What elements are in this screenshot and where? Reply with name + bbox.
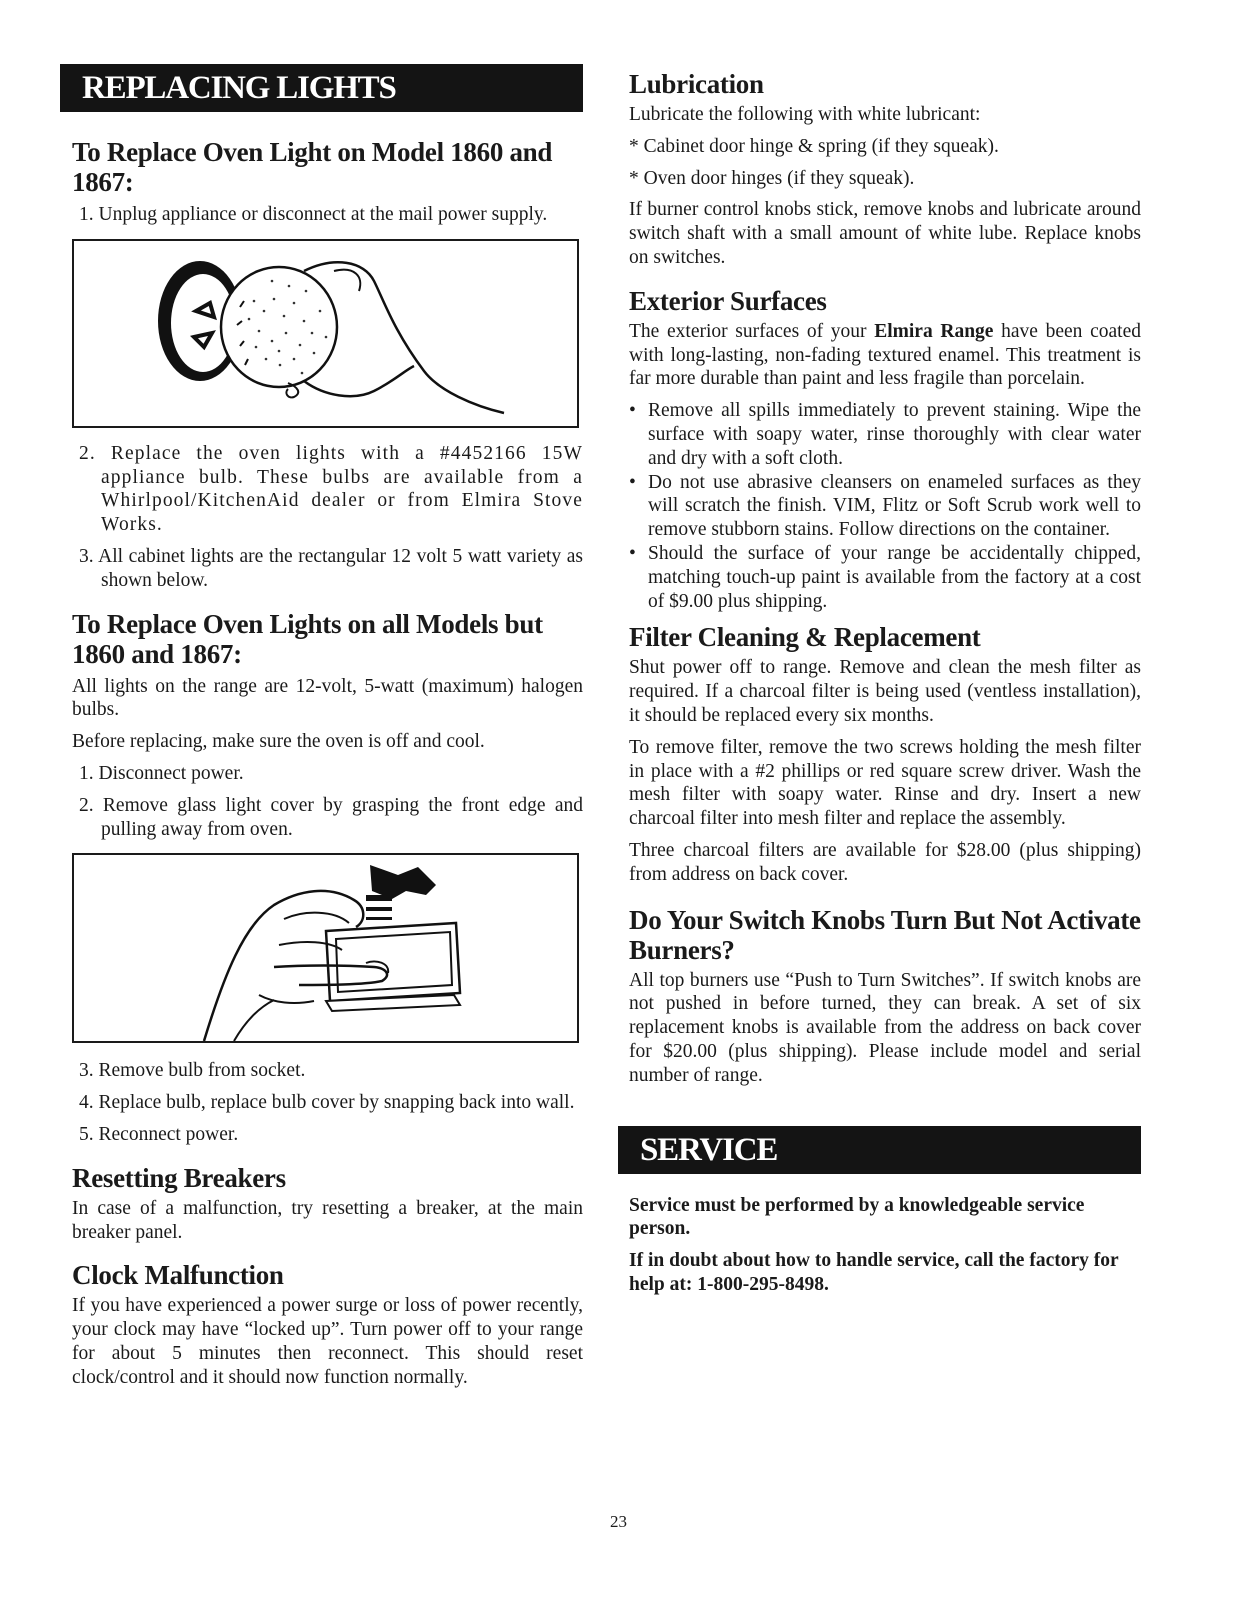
page-number: 23 <box>610 1512 627 1531</box>
list-item: 3. Remove bulb from socket. <box>79 1060 306 1082</box>
list-item: 5. Reconnect power. <box>79 1123 239 1145</box>
exterior-surfaces-intro <box>629 320 1141 391</box>
intro-text: The exterior surfaces of your <box>629 320 875 342</box>
lubrication-text: If burner control knobs stick, remove knobs and lubricate around switch shaft with a small amount of white lube. Replace knobs on switches. <box>629 199 1141 268</box>
bulb-socket-illustration <box>72 239 579 428</box>
lubrication-item: * Oven door hinges (if they squeak). <box>629 167 915 189</box>
filter-para: Shut power off to range. Remove and clean the mesh filter as required. If a charcoal filter is being used (ventless installation), it should be replaced every six months. <box>629 657 1141 726</box>
before-replacing-note: Before replacing, make sure the oven is off and cool. <box>72 731 485 753</box>
list-item: • Remove all spills immediately to prevent staining. Wipe the surface with soapy water, rinse thoroughly with clear water and dry with a soft cloth. <box>629 399 1141 470</box>
clock-malfunction-heading: Clock Malfunction <box>72 1260 284 1291</box>
list-item: 3. All cabinet lights are the rectangular 12 volt 5 watt variety as shown below. <box>79 545 583 591</box>
left-column <box>60 64 583 1390</box>
right-column <box>618 64 1141 1297</box>
hand-light-cover-drawing <box>74 855 577 1041</box>
exterior-surfaces-heading: Exterior Surfaces <box>629 285 827 316</box>
resetting-breakers-text: In case of a malfunction, try resetting a breaker, at the main breaker panel. <box>72 1197 583 1243</box>
oven-light-1860-heading: To Replace Oven Light on Model 1860 and 1867: <box>72 137 553 197</box>
brand-name: Elmira Range <box>874 320 994 342</box>
list-item: 2. Remove glass light cover by grasping the front edge and pulling away from oven. <box>79 794 583 840</box>
lubrication-heading: Lubrication <box>629 69 764 99</box>
exterior-surfaces-bullets <box>629 399 1141 613</box>
lubrication-item: * Cabinet door hinge & spring (if they squeak). <box>629 135 999 157</box>
lubrication-intro: Lubricate the following with white lubricant: <box>629 104 981 125</box>
list-item: • Should the surface of your range be accidentally chipped, matching touch-up paint is available from the factory at a cost of $9.00 plus shipping. <box>629 542 1141 613</box>
service-para: Service must be performed by a knowledgeable service person. <box>629 1194 1085 1240</box>
service-banner: SERVICE <box>618 1126 1141 1174</box>
hand-bulb-socket-drawing <box>74 241 577 426</box>
service-para: If in doubt about how to handle service, call the factory for help at: 1-800-295-8498. <box>629 1250 1119 1295</box>
clock-malfunction-text: If you have experienced a power surge or loss of power recently, your clock may have “locked up”. Turn power off to your range for about 5 minutes then reconnect. This should reset clock/control and it should now function normally. <box>72 1295 583 1388</box>
list-item: 2. Replace the oven lights with a #4452166 15W appliance bulb. These bulbs are available from a Whirlpool/KitchenAid dealer or from Elmira Stove Works. <box>79 442 583 536</box>
list-item: • Do not use abrasive cleansers on enameled surfaces as they will scratch the finish. VIM, Flitz or Soft Scrub work well to remove stubborn stains. Follow directions on the container. <box>629 471 1141 542</box>
list-item: 4. Replace bulb, replace bulb cover by snapping back into wall. <box>79 1092 575 1114</box>
oven-other-steps-a <box>72 762 583 841</box>
filter-para: To remove filter, remove the two screws holding the mesh filter in place with a #2 phillips or red square screw driver. Wash the mesh filter with soapy water. Rinse and dry. Insert a new charcoal filter into mesh filter and replace the assembly. <box>629 736 1141 830</box>
replacing-lights-banner: REPLACING LIGHTS <box>60 64 583 112</box>
halogen-info: All lights on the range are 12-volt, 5-watt (maximum) halogen bulbs. <box>72 675 583 721</box>
oven-1860-steps-b <box>72 442 583 593</box>
resetting-breakers-heading: Resetting Breakers <box>72 1162 286 1193</box>
oven-lights-other-heading: To Replace Oven Lights on all Models but 1860 and 1867: <box>72 608 543 669</box>
filter-cleaning-heading: Filter Cleaning & Replacement <box>629 622 981 653</box>
list-item: 1. Disconnect power. <box>79 762 244 784</box>
list-item: 1. Unplug appliance or disconnect at the mail power supply. <box>79 204 548 225</box>
switch-knobs-heading: Do Your Switch Knobs Turn But Not Activate Burners? <box>629 904 1141 965</box>
light-cover-illustration <box>72 853 579 1043</box>
filter-para: Three charcoal filters are available for $28.00 (plus shipping) from address on back cover. <box>629 839 1141 885</box>
oven-other-steps-b <box>72 1059 583 1146</box>
switch-knobs-text: All top burners use “Push to Turn Switches”. If switch knobs are not pushed in before turned, they can break. A set of six replacement knobs is available from the address on back cover for $20.00 (plus shipping). Please include model and serial number of range. <box>629 969 1141 1086</box>
oven-1860-steps-a <box>72 203 583 227</box>
intro-text: have been coated with long-lasting, non-fading textured enamel. This treatment is far more durable than paint and less fragile than porcelain. <box>629 320 1141 390</box>
